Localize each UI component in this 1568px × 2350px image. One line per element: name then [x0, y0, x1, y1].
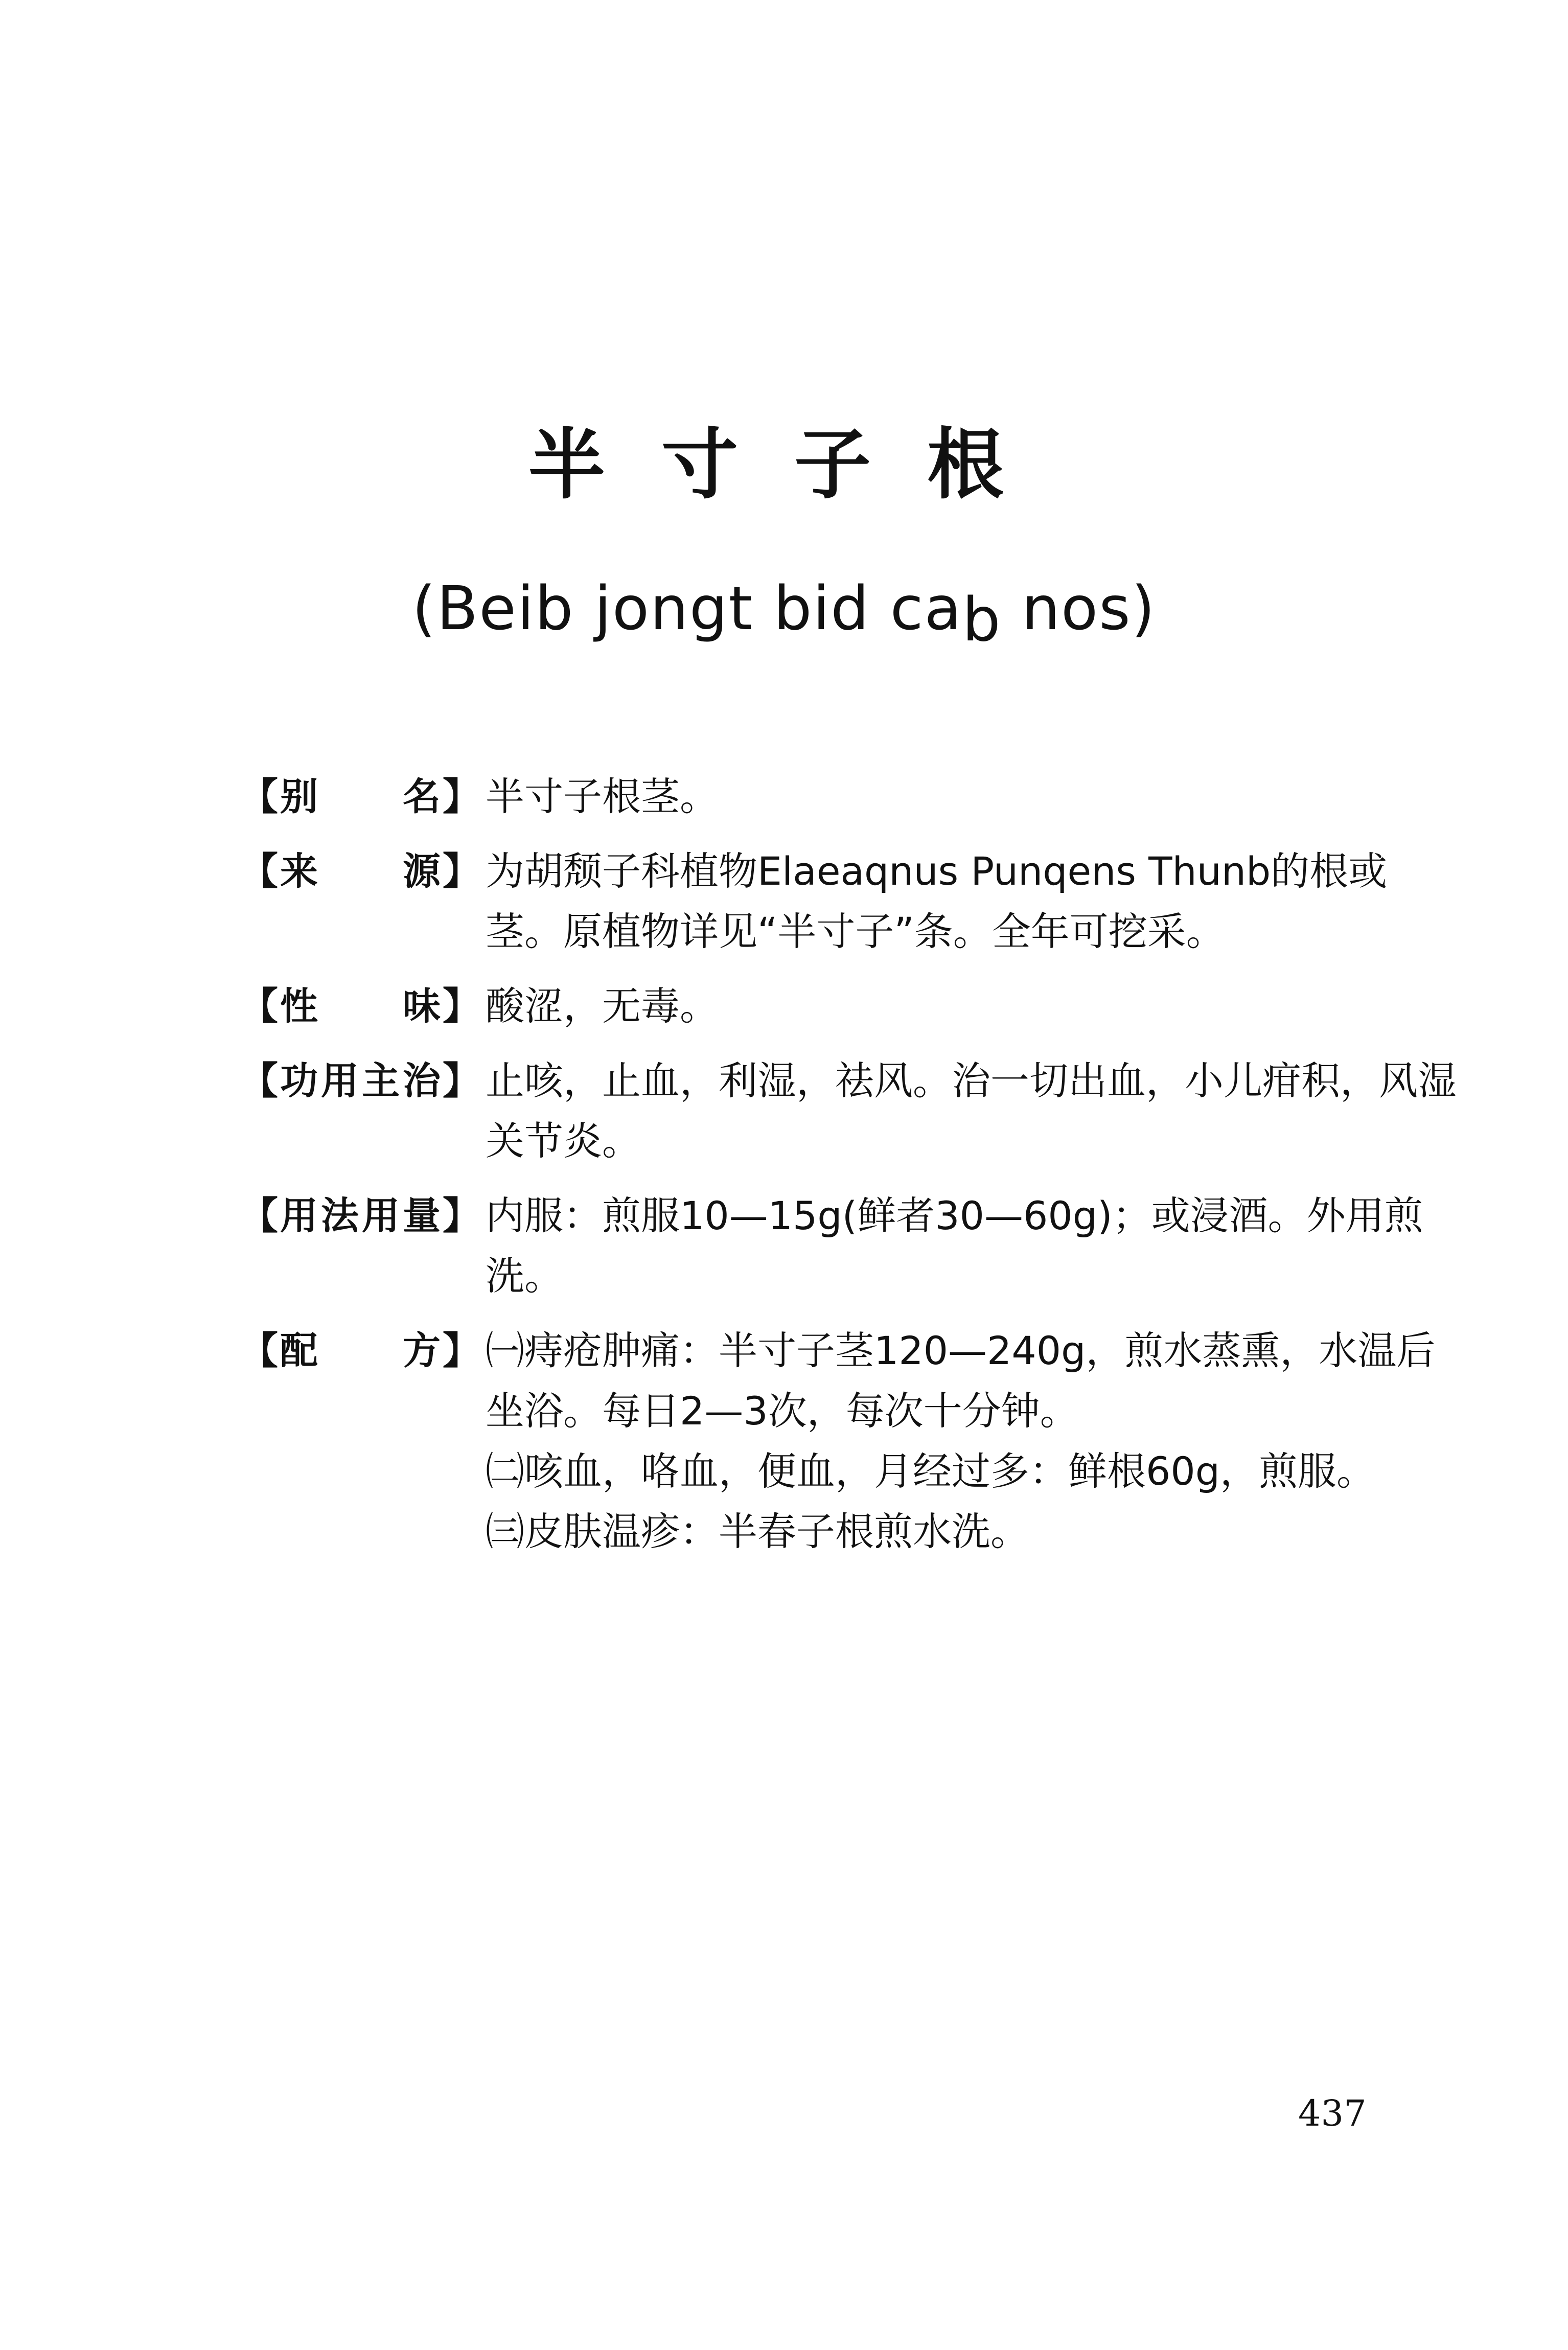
label-left-bracket: 【 [240, 849, 278, 893]
romanized-title-tail: nos) [1001, 573, 1156, 643]
entry-label [240, 976, 480, 1036]
entry-label [240, 767, 480, 827]
label-right-bracket: 】 [443, 1059, 480, 1103]
label-text: 用 法 用 量 [280, 1194, 441, 1238]
entry-label [240, 1186, 480, 1246]
entry-body [480, 767, 1457, 827]
entry-text: 酸涩，无毒。 [486, 983, 719, 1029]
entry-row [240, 1051, 1457, 1171]
page-number: 437 [1298, 2092, 1367, 2134]
entry-body [480, 841, 1457, 962]
label-left-bracket: 【 [240, 1194, 278, 1238]
romanized-title-main: (Beib jongt bid ca [412, 573, 962, 643]
entry-label [240, 841, 480, 902]
entry-body [480, 976, 1457, 1036]
entry-body [480, 1321, 1457, 1562]
label-left-bracket: 【 [240, 775, 278, 819]
entry-row [240, 1186, 1457, 1306]
label-text: 配 方 [280, 1329, 441, 1373]
label-right-bracket: 】 [443, 849, 480, 893]
entry-text: 半寸子根茎。 [486, 774, 719, 819]
label-text: 功 用 主 治 [280, 1059, 441, 1103]
label-text: 性 味 [280, 984, 441, 1028]
entry-label [240, 1321, 480, 1381]
entry-row [240, 976, 1457, 1036]
entry-label [240, 1051, 480, 1111]
label-text: 来 源 [280, 849, 441, 893]
entry-body [480, 1051, 1457, 1171]
entry-text: ㈠痔疮肿痛：半寸子茎120—240g，煎水蒸熏，水温后坐浴。每日2—3次，每次十分钟。 [486, 1328, 1436, 1434]
label-left-bracket: 【 [240, 1329, 278, 1373]
label-left-bracket: 【 [240, 984, 278, 1028]
romanized-title-subscript: b [962, 584, 1002, 655]
entry-text: 为胡颓子科植物Elaeaqnus Punqens Thunb的根或茎。原植物详见“半寸子”条。全年可挖采。 [486, 848, 1388, 954]
label-right-bracket: 】 [443, 1329, 480, 1373]
label-right-bracket: 】 [443, 775, 480, 819]
entry-list [240, 767, 1457, 1576]
entry-text: ㈡咳血，咯血，便血，月经过多：鲜根60g，煎服。 [486, 1448, 1375, 1494]
label-right-bracket: 】 [443, 1194, 480, 1238]
entry-row [240, 841, 1457, 962]
label-left-bracket: 【 [240, 1059, 278, 1103]
entry-row [240, 1321, 1457, 1562]
entry-body [480, 1186, 1457, 1306]
entry-text: 止咳，止血，利湿，祛风。治一切出血，小儿疳积，风湿关节炎。 [486, 1058, 1457, 1164]
entry-text: 内服：煎服10—15g(鲜者30—60g)；或浸酒。外用煎洗。 [486, 1193, 1423, 1299]
entry-text: ㈢皮肤温疹：半春子根煎水洗。 [486, 1509, 1029, 1554]
entry-row [240, 767, 1457, 827]
romanized-title [0, 567, 1568, 655]
label-text: 别 名 [280, 775, 441, 819]
label-right-bracket: 】 [443, 984, 480, 1028]
page-title: 半寸子根 [528, 421, 1060, 510]
